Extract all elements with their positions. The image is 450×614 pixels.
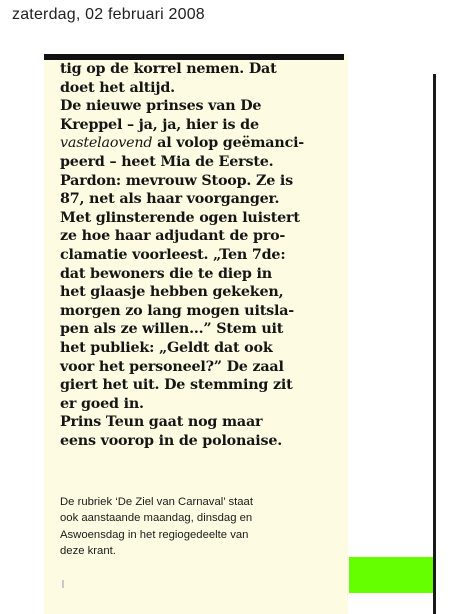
article-line: Prins Teun gaat nog maar: [60, 414, 263, 431]
article-line: morgen zo lang mogen uitsla-: [60, 302, 294, 319]
article-line: Met glinsterende ogen luistert: [60, 209, 300, 226]
article-line: ze hoe haar adjudant de pro-: [60, 228, 286, 245]
article-line-rest: al volop geëmanci-: [152, 135, 305, 152]
footnote-line: ook aanstaande maandag, dinsdag en: [60, 512, 253, 525]
page-side-rule: [433, 74, 436, 614]
article-line: tig op de korrel nemen. Dat: [60, 61, 277, 77]
article-line: [60, 134, 342, 153]
article-line: eens voorop in de polonaise.: [60, 432, 283, 449]
article-line: Kreppel – ja, ja, hier is de: [60, 116, 259, 133]
article-line: giert het uit. De stemming zit: [60, 377, 293, 394]
article-line: 87, net als haar voorganger.: [60, 191, 280, 208]
article-line: clamatie voorleest. „Ten 7de:: [60, 246, 286, 263]
article-line: doet het altijd.: [60, 79, 175, 96]
article-line: Pardon: mevrouw Stoop. Ze is: [60, 172, 293, 189]
article-line: er goed in.: [60, 395, 144, 412]
scan-mark: [62, 580, 64, 588]
article-line: het glaasje hebben gekeken,: [60, 284, 284, 301]
footnote-line: deze krant.: [60, 545, 116, 558]
footnote-line: Aswoensdag in het regiogedeelte van: [60, 528, 249, 541]
article-line: dat bewoners die te diep in: [60, 265, 272, 282]
article-line: peerd – heet Mia de Eerste.: [60, 153, 274, 170]
page-date: zaterdag, 02 februari 2008: [12, 6, 205, 23]
column-footnote: [60, 494, 348, 560]
footnote-line: De rubriek ‘De Ziel van Carnaval’ staat: [60, 496, 253, 508]
article-line: De nieuwe prinses van De: [60, 98, 262, 115]
article-italic-word: vastelaovend: [60, 135, 153, 152]
green-accent-block: [349, 557, 433, 593]
article-body: [60, 60, 342, 450]
article-line: voor het personeel?” De zaal: [60, 358, 284, 375]
article-line: pen als ze willen...” Stem uit: [60, 321, 284, 338]
article-line: het publiek: „Geldt dat ook: [60, 339, 273, 356]
